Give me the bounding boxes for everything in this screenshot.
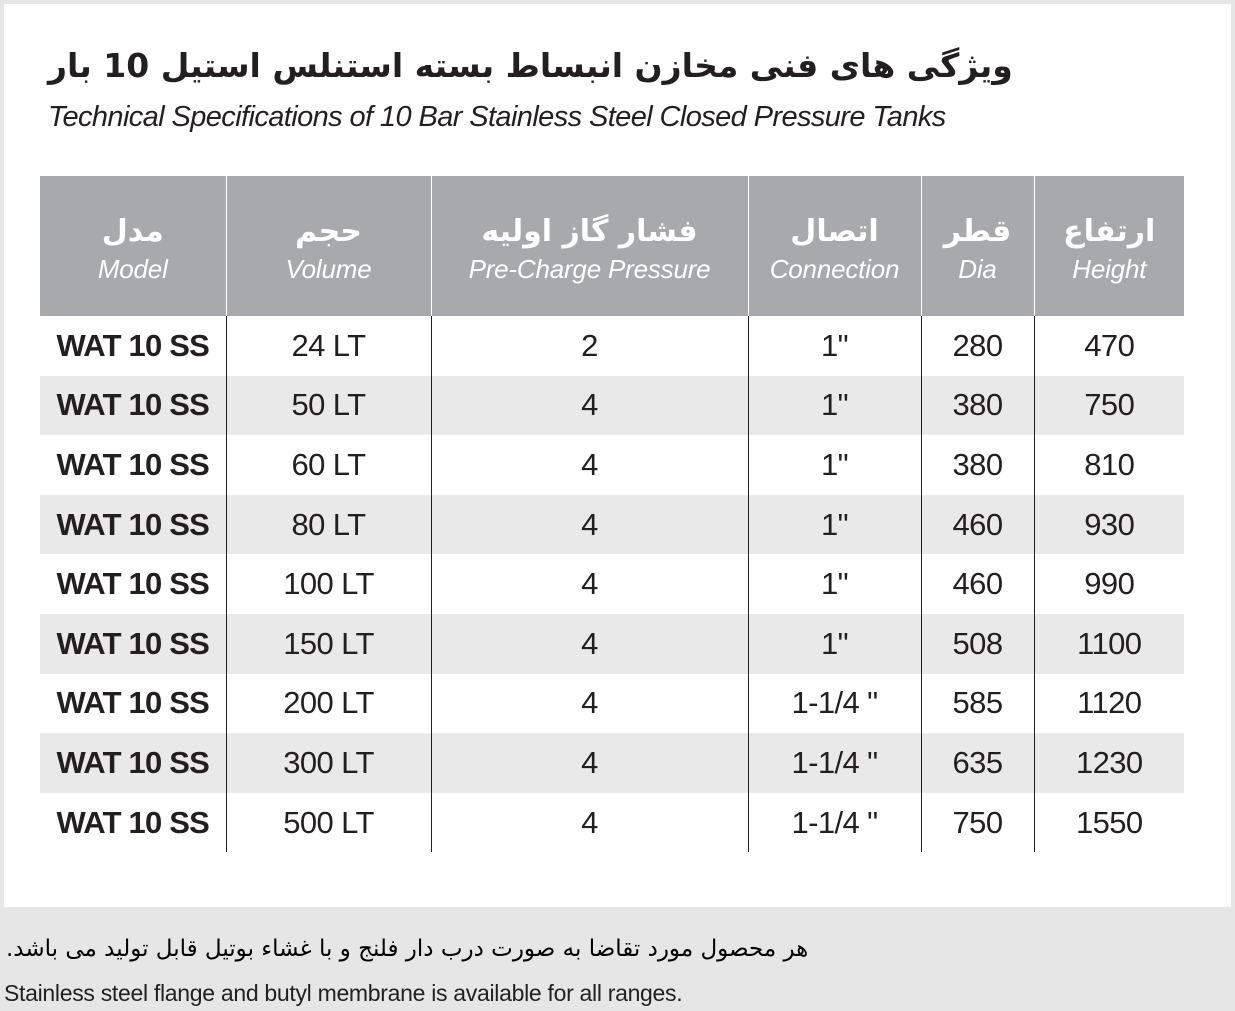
cell-dia: 750 — [921, 793, 1034, 853]
cell-volume: 50 LT — [226, 376, 431, 436]
header-label-en: Volume — [285, 254, 372, 284]
cell-pressure: 4 — [431, 614, 748, 674]
header-label-fa: فشار گاز اولیه — [481, 214, 698, 249]
table-header-row — [40, 176, 1184, 316]
header-label-en: Dia — [958, 254, 997, 284]
cell-connection: 1" — [748, 435, 921, 495]
spec-table — [40, 176, 1184, 852]
header-connection — [748, 176, 921, 316]
cell-volume: 150 LT — [226, 614, 431, 674]
cell-connection: 1-1/4 " — [748, 733, 921, 793]
cell-volume: 24 LT — [226, 316, 431, 376]
cell-pressure: 4 — [431, 793, 748, 853]
cell-model: WAT 10 SS — [56, 566, 209, 602]
cell-height: 1550 — [1034, 793, 1184, 853]
header-model — [40, 176, 226, 316]
cell-pressure: 4 — [431, 733, 748, 793]
cell-model: WAT 10 SS — [40, 495, 226, 555]
cell-dia: 508 — [921, 614, 1034, 674]
cell-height: 1230 — [1034, 733, 1184, 793]
cell-model: WAT 10 SS — [40, 376, 226, 436]
cell-model: WAT 10 SS — [40, 733, 226, 793]
cell-dia: 380 — [921, 435, 1034, 495]
cell-height: 470 — [1034, 316, 1184, 376]
cell-volume: 200 LT — [226, 674, 431, 734]
cell-pressure: 4 — [431, 376, 748, 436]
cell-connection: 1" — [748, 316, 921, 376]
header-volume — [226, 176, 431, 316]
cell-volume: 80 LT — [226, 495, 431, 555]
cell-connection: 1-1/4 " — [748, 793, 921, 853]
table-row — [40, 793, 1184, 853]
table-row — [40, 376, 1184, 436]
cell-model: WAT 10 SS — [56, 327, 209, 363]
cell-pressure: 4 — [431, 554, 748, 614]
cell-pressure: 4 — [431, 435, 748, 495]
cell-volume: 500 LT — [226, 793, 431, 853]
cell-connection: 1" — [748, 554, 921, 614]
title-english: Technical Specifications of 10 Bar Stainless Steel Closed Pressure Tanks — [48, 101, 946, 133]
header-label-en: Height — [1072, 254, 1147, 284]
cell-dia: 635 — [921, 733, 1034, 793]
cell-dia: 280 — [921, 316, 1034, 376]
cell-height: 930 — [1034, 495, 1184, 555]
header-label-fa: مدل — [101, 214, 164, 249]
title-persian: ویژگی های فنی مخازن انبساط بسته استنلس استیل 10 بار — [48, 46, 1013, 85]
table-row — [40, 614, 1184, 674]
header-label-en: Pre-Charge Pressure — [468, 254, 711, 284]
table-row — [40, 733, 1184, 793]
cell-connection: 1" — [748, 495, 921, 555]
footnote-persian: هر محصول مورد تقاضا به صورت درب دار فلنج و با غشاء بوتیل قابل تولید می باشد. — [6, 936, 809, 962]
cell-model: WAT 10 SS — [56, 685, 209, 721]
cell-connection: 1" — [748, 614, 921, 674]
cell-dia: 460 — [921, 495, 1034, 555]
header-dia — [921, 176, 1034, 316]
cell-height: 1100 — [1034, 614, 1184, 674]
cell-dia: 380 — [921, 376, 1034, 436]
cell-connection: 1-1/4 " — [748, 674, 921, 734]
cell-model: WAT 10 SS — [56, 446, 209, 482]
header-height — [1034, 176, 1184, 316]
cell-connection: 1" — [748, 376, 921, 436]
header-pressure — [431, 176, 748, 316]
table-row — [40, 674, 1184, 734]
header-label-en: Model — [97, 254, 168, 284]
cell-volume: 60 LT — [226, 435, 431, 495]
cell-pressure: 4 — [431, 495, 748, 555]
cell-pressure: 2 — [431, 316, 748, 376]
footnote-english: Stainless steel flange and butyl membrane is available for all ranges. — [4, 980, 683, 1006]
header-label-fa: قطر — [943, 214, 1012, 249]
header-label-fa: حجم — [295, 214, 362, 249]
cell-model: WAT 10 SS — [40, 614, 226, 674]
header-label-en: Connection — [769, 254, 900, 284]
cell-pressure: 4 — [431, 674, 748, 734]
cell-volume: 300 LT — [226, 733, 431, 793]
table-row — [40, 316, 1184, 376]
cell-height: 990 — [1034, 554, 1184, 614]
table-row — [40, 435, 1184, 495]
table-row — [40, 554, 1184, 614]
cell-height: 750 — [1034, 376, 1184, 436]
table-row — [40, 495, 1184, 555]
cell-height: 1120 — [1034, 674, 1184, 734]
cell-model: WAT 10 SS — [56, 804, 209, 840]
cell-height: 810 — [1034, 435, 1184, 495]
header-label-fa: اتصال — [790, 214, 879, 249]
cell-dia: 460 — [921, 554, 1034, 614]
header-label-fa: ارتفاع — [1063, 214, 1156, 249]
cell-volume: 100 LT — [226, 554, 431, 614]
cell-dia: 585 — [921, 674, 1034, 734]
